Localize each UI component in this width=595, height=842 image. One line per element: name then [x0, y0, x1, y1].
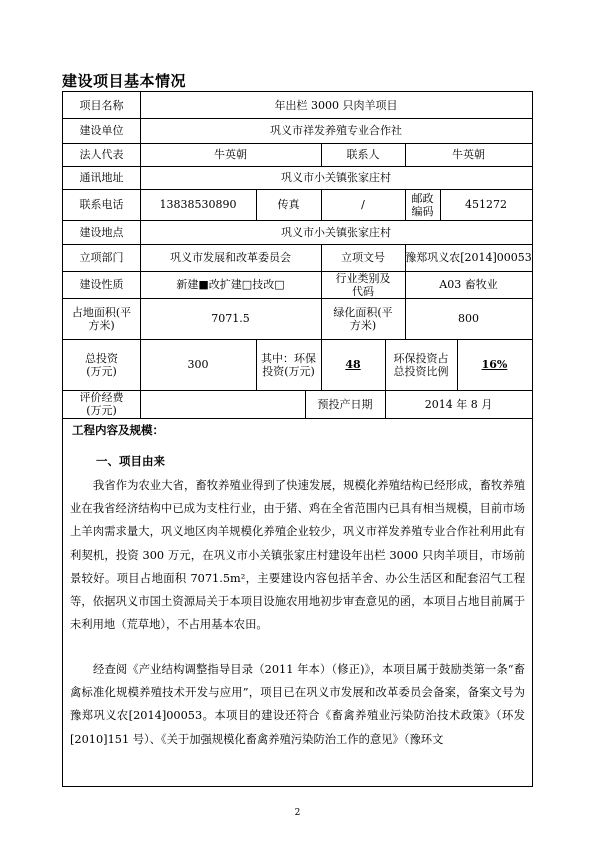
unit-label: 建设单位 — [79, 124, 124, 137]
phone-label: 联系电话 — [79, 198, 124, 211]
subsection-title: 一、项目由来 — [96, 454, 165, 468]
approval-dept-label: 立项部门 — [79, 251, 124, 264]
address-label: 通讯地址 — [79, 171, 124, 184]
area-label: 占地面积(平方米) — [71, 305, 132, 332]
env-ratio-number: 16% — [481, 358, 508, 371]
eval-fee-label: 评价经费(万元) — [79, 391, 124, 417]
project-name-label: 项目名称 — [79, 98, 124, 112]
legal-rep-value: 牛英朝 — [214, 148, 247, 161]
address-value: 巩义市小关镇张家庄村 — [281, 171, 391, 184]
legal-rep-label: 法人代表 — [79, 148, 124, 161]
env-invest-value — [321, 339, 385, 390]
nature-label: 建设性质 — [79, 278, 124, 291]
industry-label: 行业类别及代码 — [335, 271, 391, 298]
section-title: 工程内容及规模： — [72, 423, 164, 437]
paragraph-2: 经查阅《产业结构调整指导目录（2011 年本）（修正)》，本项目属于鼓励类第一条“畜禽标准化规模养殖技术开发与应用”，项目已在巩义市发展和改革委员会备案，备案文号为豫郑巩义农[2014]00053。本项目的建设还符合《畜禽养殖业污染防治技术政策》（环发[2010]151 号）、《关于加强规模化畜禽养殖污染防治工作的意见》（豫环文 — [70, 663, 525, 746]
postcode-value: 451272 — [465, 198, 507, 211]
page-number: 2 — [294, 808, 301, 818]
approval-no-value: 豫郑巩义农[2014]00053 — [405, 251, 532, 264]
industry-value: A03 畜牧业 — [439, 278, 498, 291]
postcode-label: 邮政编码 — [411, 191, 434, 218]
project-name-value: 年出栏 3000 只肉羊项目 — [274, 98, 398, 112]
env-invest-number: 48 — [345, 358, 361, 371]
start-date-value: 2014 年 8 月 — [424, 397, 493, 411]
invest-label: 总投资(万元) — [85, 351, 118, 378]
env-invest-label: 其中：环保投资(万元) — [261, 351, 316, 378]
area-value: 7071.5 — [211, 312, 250, 325]
approval-dept-value: 巩义市发展和改革委员会 — [170, 251, 291, 264]
unit-value: 巩义市祥发养殖专业合作社 — [270, 124, 402, 137]
site-label: 建设地点 — [79, 225, 124, 239]
start-date-label: 预投产日期 — [317, 397, 373, 411]
invest-value: 300 — [187, 358, 209, 371]
green-value: 800 — [458, 312, 479, 325]
phone-value: 13838530890 — [159, 198, 237, 211]
contact-value: 牛英朝 — [452, 148, 485, 161]
page-heading: 建设项目基本情况 — [62, 72, 187, 90]
env-ratio-label: 环保投资占总投资比例 — [393, 351, 449, 378]
nature-value: 新建■改扩建□技改□ — [176, 278, 285, 291]
green-label: 绿化面积(平方米) — [333, 305, 393, 332]
eval-fee-value — [140, 390, 305, 418]
env-ratio-value — [457, 339, 532, 390]
fax-label: 传真 — [277, 198, 300, 211]
approval-no-label: 立项文号 — [341, 251, 385, 264]
paragraph-1: 我省作为农业大省，畜牧养殖业得到了快速发展，规模化养殖结构已经形成，畜牧养殖业在我省经济结构中已成为支柱行业，由于猪、鸡在全省范围内已具有相当规模，目前市场上羊肉需求量大，巩义地区肉羊规模化养殖企业较少，巩义市祥发养殖专业合作社利用此有利契机，投资 300 万元，在巩义市小关镇张家庄村建设年出栏 3000 只肉羊项目，市场前景较好。项目占地面积 7071.5m²，主要建设内容包括羊舍、办公生活区和配套沼气工程等，依据巩义市国土资源局关于本项目设施农用地初步审查意见的函，本项目占地目前属于未利用地（荒草地），不占用基本农田。 — [70, 479, 525, 632]
contact-label: 联系人 — [346, 148, 380, 161]
fax-value: / — [361, 198, 365, 211]
site-value: 巩义市小关镇张家庄村 — [281, 225, 391, 239]
